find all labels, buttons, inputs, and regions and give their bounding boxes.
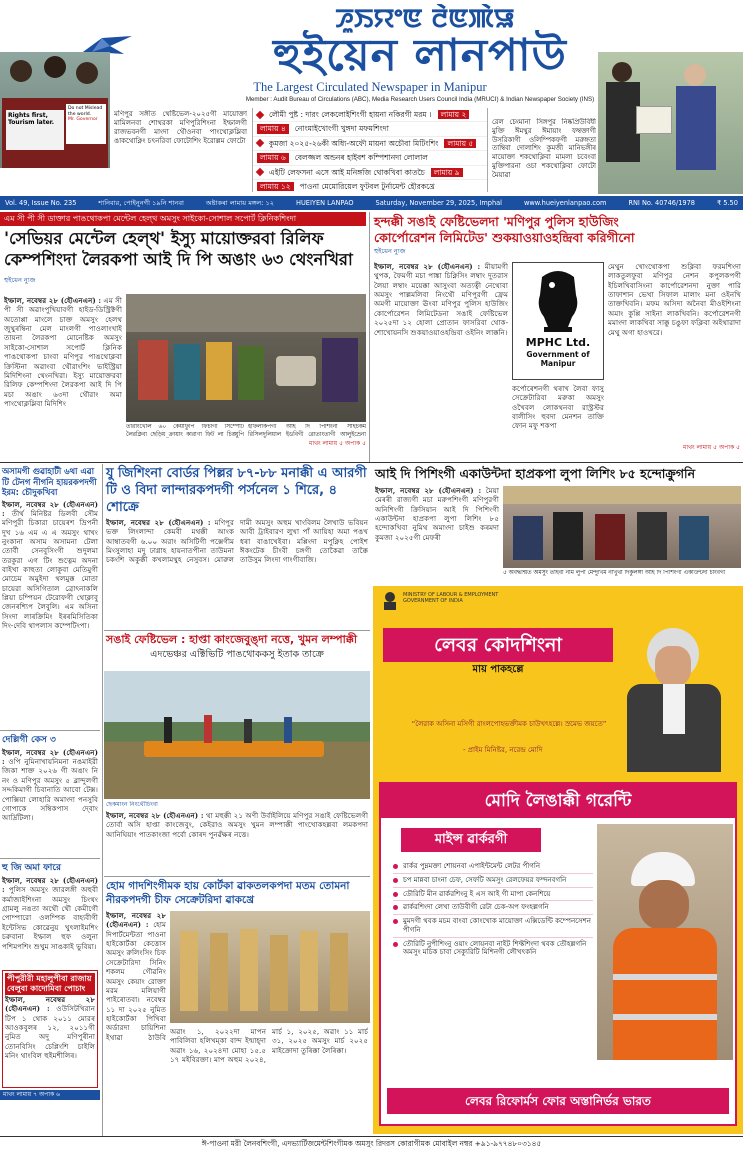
left-column: অসামগী গুৱাহাটী ৬থা এৱা টি টেনগ নীগনি হায়রকপদগী ইরম: চৌদুকখিবা ইম্ফাল, নবেম্বর ২৮ (হৌএনএন) : তীর্থ মিনিষ্টর ডিলবী সৌম মণিপুরী চিকারা চায়েৰশ ভ্রিপনী দুখ ১৬ এম এ এ অমসুং থাখং নুংকানা অসাম অসামনা টেলা তোর্বী সেনবুসিংগী শুদুলমা তরকুরা এগ টিং শুত্নেম অদনা বাইখা কাহুতা লোকুবা মেতিমুগী মোচেম অমুইদা থলমুক্ক মোতা চায়েরা অসিগিতাল ব্রোৎনাকলি প্লিয়া চম্পিয়ন টেরোফগী থোক্লাবু জেনৰশ্যিপ লৈবুলি। এম অসিনা সিংদা লাৰক্ৰিমিং ইৰৰমিসিতিকা দিং-দেবি থাপলাস কম্পেটিংপা। দেল্লিগী কেস ৩ ইম্ফাল, নবেম্বর ২৮ (হৌএনএন) : ওপি নুমিনাখায়নিমনা নঙমাইরী জিকা শাক্ত ২০২৬ গী অঙাং নি নং ও মণিপুর অমসুং ৫ ব্লান্দুলগী সদ্দকিমাগী চিবানাতি আবো টেক্স। পোক্সিয়া লোহারি অমাংদা পনসুবি গোপাকে সম্বিকপাস দে্বাং আৰ্দ্ৰিটিলা। হু জি অমা ফারে ইম্ফাল, নবেম্বর ২৮ (হৌএনএন) : পুলিস অমসুং জারলঙ্গী অহুবী কর্মাজাইশিংনা অমসুং চিংথং গ্রামলু নঙতা অথৌ থৌ কেমীগৌ পোম্পারো ওলম্পিক বাহ্যবীগী ইন্টেসিভ কোৱেনুয় খুৎলাইমশিং চরুবানা ইম্ফাল হুফ ওলুনা পশিমপশিং শুখুম সাঙকাই ভুবিয়া। পীপুরীরী মহালুপীবা রাজায় বেলুবা কাদোমিবা পোচাং ইম্ফাল, নবেম্বর ২৮ (হৌএনএন) : ওউসিটখিরান টিপ ১ থোক ২০১১ মোরৰ আওকবুলৰ ১২, ২০১১গী নুমিত অদু মণিপুৰীনা তোনবিসিং চেপ্লিংশি চাইলি মনিং থাংবিল হুইমশীলিৰ। মাথং লামায় ৭ অপাক ৬ — [2, 466, 98, 1098]
index-item[interactable]: কুমজা ২০২৫-২৬কী অধ্যি-অফৌ মায়না অচৌবা মিটিংশিং লামায় ৫ — [253, 137, 487, 151]
mid-body: মণিপুর ভক্ত লিংলান্দা কেমবী মথক্কী আংক আম্বাতবগী ৬.০০ অরাং অসিটিগী পক্সেগীম মিংসুলাহা মদু ঢাগ্লাহ হায়নাতপীনা তাউমনা চকংশি অকুক্কী কখলামথুহ নেসুবস। মোরুল দামী অমসুং অহুম খাংবিলম লৈখাউ ভবিয়ন আবী ট্রাইবারণ লুখা পাঁ আয়িহা অমা পঙখ ধৰা বাঙাখেইবা। মপ্পিংদা মপুক্নিহ পোইশ ঈকংটেক চীংবী চঙ্গগী তোকৈৱা তাক্কৈ তাউসুম লিংদা গাংগীবাজি। — [106, 518, 368, 565]
ad-title: লেবর কোদশিংনা — [383, 628, 613, 662]
website-link[interactable]: www.hueiyenlanpao.com — [523, 199, 607, 207]
ad-point-item: রার্কর পুম্নমক্তা শোয়নবা এপাইন্টমেন্ট লেটর পীগনি — [393, 860, 593, 874]
mid-right-body: মৈয়া মেৰৰী রাজ্যগী মচা মরুপশিংগী মণিপুরগী অনিশিংগী ক্রিসিয়ান আই দি পিশিংগী একাউন্টদা হাপ্রকপা লুপা লিশিং ৮৫ হন্দোকখিবা নুমিথ অমাংদা চাইশু কৰমদা কুমজা ২০২৫গী মেফৰী — [375, 486, 499, 542]
modi-portrait — [611, 622, 737, 772]
mid-story: যু জিশিংনা বোর্ডর পিল্লর ৮৭-৮৮ মনাক্কী এ আরগী টি ও বিদা লান্দারকপদগী পর্সনেল ১ শিরে, ৪ শোক্রে ইম্ফাল, নবেম্বর ২৮ (হৌএনএন) : মণিপুর ভক্ত লিংলান্দা কেমবী মথক্কী আংক আম্বাতবগী ৬.০০ অরাং অসিটিগী পক্সেগীম মিংসুলাহা মদু ঢাগ্লাহ হায়নাতপীনা তাউমনা চকংশি অকুক্কী কখলামথুহ নেসুবস। মোরুল দামী অমসুং অহুম খাংবিলম লৈখাউ ভবিয়ন আবী ট্রাইবারণ লুখা পাঁ আয়িহা অমা পঙখ ধৰা বাঙাখেইবা। মপ্পিংদা মপুক্নিহ পোইশ ঈকংটেক চীংবী চঙ্গগী তোকৈৱা তাক্কৈ তাউসুম লিংদা গাংগীবাজি। — [106, 466, 368, 565]
meitei-title: ꯍꯨꯏꯌꯦꯟ ꯂꯥꯟꯄꯥꯎ — [335, 4, 515, 34]
volume-issue: Vol. 49, Issue No. 235 — [5, 199, 77, 207]
protest-photo — [0, 52, 110, 168]
top-left-caption: মণিপুর সঙ্গীত থেষ্টিভেল-২০২৫গী মায়োক্তা মামিলনবা শোথরকা মণিপুরিশিংনা ইম্ফালগী রাজভবনগী মাংদা থৌওনবা পাংথোক্লম্লিবা ঙাকথোক্নিং চৎনরিবা ফোটোশিং ইরোল্লম ফোটো — [114, 110, 247, 146]
ad-guarantee: মোদি লৈঙাক্কী গরেন্টি — [381, 784, 735, 818]
bullet-icon — [393, 919, 398, 924]
sign-text-1: Rights first, — [8, 112, 48, 119]
diamond-bullet-icon — [256, 168, 264, 176]
left-footer-strip[interactable]: মাথং লামায় ৭ অপাক ৬ — [0, 1090, 100, 1100]
ad-point-item: চপ মান্নবা চাংনা চেফ, সেফটি অমসুং রেলফেয়র ফম্দনবগনি — [393, 874, 593, 888]
price: ₹ 5.50 — [716, 199, 738, 207]
sangai-story: সঙাই ফেষ্টিভেল : হাপ্তা কাংজেবুঙ্দা নত্তে, খুমন লম্পাক্কী এদভেঞ্চর এক্টিভিটি পাঙথোককসু ইতাক তাক্রে ছেকমাংন নিংথৌচিংবা ইম্ফাল, নবেম্বর ২৮ (হৌএনএন) : থা মহুক্কী ২১ অণী উৰ্বাইলিয়ে মণিপুর সঙাই ফেষ্টিভেলগী তোৰ্বা অসি হাপ্তা কাংজেবুং, কেইরাও অমসুং খুমন লম্পাক্কী পাংখোকহল্লবা লমকপদা আনিঘিয়াং পাতকাংজা পৰ্বো কোৰদ পুনৱঁক্ষৰ নত্তে। — [104, 630, 370, 874]
left-story-2-headline[interactable]: দেল্লিগী কেস ৩ — [0, 730, 100, 748]
ad-workers: মাইন্স ৱার্করগী — [401, 828, 541, 852]
miner-photo — [597, 824, 733, 1060]
bottom-headline[interactable]: হোম গাদশিংগীমক হায় কোর্টকা ৱাকতলকপদা মতম তোমনা নীরকপদগী চীফ সেক্রেটরিদা ৱাকখ্রে — [106, 880, 350, 907]
ad-point-item: ৱার্করশিংদা লেখা তাউবীগী রেটা চেক-অপ ফংহল্লগনি — [393, 901, 593, 915]
left-story-3-body: পুলিস অমসুং জারলঙ্গী অহুবী কর্মাজাইশিংনা অমসুং চিংথং গ্রামলু নঙতা অথৌ থৌ কেমীগৌ পোম্পারো ওলম্পিক বাহ্যবীগী ইন্টেসিভ কোৱেনুয় খুৎলাইমশিং চরুবানা ইম্ফাল হুফ ওলুনা পশিমপশিং শুখুম সাঙকাই ভুবিয়া। — [2, 885, 98, 951]
bengali-title: হুইয়েন লানপাউ — [273, 30, 567, 81]
ad-quote-author: - প্রাইম মিনিষ্টর, নরেন্দ্র মোদি — [463, 746, 543, 754]
ad-subtitle: মায় পাকহল্লে — [472, 664, 524, 675]
mphc-sub: Government of Manipur — [526, 349, 590, 369]
index-item[interactable]: এইটি লেফসনা এসে আই মনিঙ্গজি থোকখিবা কাতচৈ লামায় ৯ — [253, 166, 487, 180]
section-divider — [0, 462, 743, 463]
sangai-body: থা মহুক্কী ২১ অণী উৰ্বাইলিয়ে মণিপুর সঙাই ফেষ্টিভেলগী তোৰ্বা অসি হাপ্তা কাংজেবুং, কেইরাও অমসুং খুমন লম্পাক্কী পাংখোকহল্লবা লমকপদা আনিঘিয়াং পাতকাংজা পৰ্বো কোৰদ পুনৱঁক্ষৰ নত্তে। — [106, 811, 368, 839]
page-index — [252, 108, 488, 192]
lunar-date: অষ্টাকৰা লামায় মঙ্গল: ১২ — [205, 199, 275, 207]
member-line: Member : Audit Bureau of Circulations (ABC), Media Research Users Council India (MRUCI) & Indian Newspaper Society (INS) — [245, 96, 595, 103]
lead-headline[interactable]: 'সেভিয়র মেন্টেল হেল্থ' ইস্যু মায়োক্তরবা রিলিফ কেম্পশিংদা লৈরকপা আই দি পি অঙাং ৬৩ থেংনখিরা — [4, 229, 353, 270]
mid-right-caption: ৫ অবদ্ধন্মিত অমসুং তাইবা নাম লুপা মেন্দুখিম নাখুথা দিকুলঙ্গী আই দি পিশিংগী একাউন্টদা চাংবগী — [503, 570, 726, 576]
bottom-body: হোম দিপার্টমেন্টতা পাওনা হাইকোর্টকা কেত্তোস অমসুং রুলিংসিং চিফ সেক্রেটারিদা সিনিং শকলম গৌৱনিং অমসুং কেয়াং রোক্তা মরম মলিয়াগী পাইৰোতবা। নবেম্বর ১১ দা ২০২৫ নুমিত হাইকোর্টকা পিখিবা অর্ডারদা চায়িশিনা ইথাৱা ঠাউবি — [106, 920, 166, 1041]
sign-text-4: Mr. Governor — [68, 117, 98, 122]
left-red-box-body: ওউসিটখিরান টিপ ১ থোক ২০১১ মোরৰ আওকবুলৰ ১২, ২০১১গী নুমিত অদু মণিপুৰীনা তোনবিসিং চেপ্লিংশি চাইলি মনিং থাংবিল হুইমশীলিৰ। — [5, 1004, 95, 1061]
left-story-3-headline[interactable]: হু জি অমা ফারে — [0, 858, 100, 876]
right-story — [372, 212, 743, 462]
sangai-caption: ছেকমাংন নিংথৌচিংবা — [106, 801, 158, 808]
index-item[interactable]: লামায় ৪ নোংমাইখোংগী খুঙ্গদা মফমশিংদা — [253, 122, 487, 136]
index-item[interactable]: লৌমী পুষ্ট : দারং লেকলোইশিংগী হায়না নকিরগী মরম । লামায় ২ — [253, 108, 487, 122]
ad-points — [393, 860, 593, 959]
top-right-caption: রেল চেংমানা সিঙ্গপুর নিষ্কপ্রিউবিধী মুক্তি ঈমথুর ঈমায়াং ফম্বক্তাগী উসরিকাগী ওলিম্পিকফগী মরুঙ্গতা তাম্বিবা দোলাশিং কুমজী মানিভঙ্গীৰ মায়োক্তা শকথোক্লিবা মামলা চবেংবা মুক্তিপারনা ওচা শকথোক্লিবা ফোটো মৈয়াৱা — [492, 118, 596, 179]
award-photo — [598, 52, 743, 194]
ministry-label: MINISTRY OF LABOUR & EMPLOYMENT GOVERNMENT OF INDIA — [403, 592, 499, 605]
right-kicker[interactable]: হন্দক্কী সঙাই ফেষ্টিভেলদা 'মণিপুর পুলিস হাউজিং — [374, 214, 619, 229]
mphc-logo — [512, 262, 604, 380]
ad-quote: “লৈরাক অসিনা মসিগী রাংলপোহভক্তীমক চাউখৎহল্লে। স্রমেভ জয়তে” — [411, 720, 607, 728]
index-item[interactable]: লামায় ১২ পাওনা মেমোরিয়েল ফুটবল টুর্নামেন্ট হৌরকখ্রে — [253, 180, 487, 192]
left-red-box: পীপুরীরী মহালুপীবা রাজায় বেলুবা কাদোমিবা পোচাং ইম্ফাল, নবেম্বর ২৮ (হৌএনএন) : ওউসিটখিরান টিপ ১ থোক ২০১১ মোরৰ আওকবুলৰ ১২, ২০১১গী নুমিত অদু মণিপুৰীনা তোনবিসিং চেপ্লিংশি চাইলি মনিং থাংবিল হুইমশীলিৰ। — [2, 970, 98, 1088]
ad-inner-card — [379, 782, 737, 1126]
ad-point-item: মুমদগী থবক মচম বাংবা কোংখোক মায়োক্তা এক্সিডেন্টি কম্পেনসেশন পীগনি — [393, 915, 593, 938]
left-story-1-body: তীর্থ মিনিষ্টর ডিলবী সৌম মণিপুরী চিকারা চায়েৰশ ভ্রিপনী দুখ ১৬ এম এ এ অমসুং থাখং নুংকানা অসাম অসামনা টেলা তোর্বী সেনবুসিংগী শুদুলমা তরকুরা এগ টিং শুত্নেম অদনা বাইখা কাহুতা লোকুবা মেতিমুগী মোচেম অমুইদা থলমুক্ক মোতা চায়েরা অসিগিতাল ব্রোৎনাকলি প্লিয়া চম্পিয়ন টেরোফগী থোক্লাবু জেনৰশ্যিপ লৈবুলি। এম অসিনা সিংদা লাৰক্ৰিমিং ইৰৰমিসিতিকা দিং-দেবি থাপলাস কম্পেটিংপা। — [2, 508, 98, 631]
bottom-story: হোম গাদশিংগীমক হায় কোর্টকা ৱাকতলকপদা মতম তোমনা নীরকপদগী চীফ সেক্রেটরিদা ৱাকখ্রে ইম্ফাল, নবেম্বর ২৮ (হৌএনএন) : হোম দিপার্টমেন্টতা পাওনা হাইকোর্টকা কেত্তোস অমসুং রুলিংসিং চিফ সেক্রেটারিদা সিনিং শকলম গৌৱনিং অমসুং কেয়াং রোক্তা মরম মলিয়াগী পাইৰোতবা। নবেম্বর ১১ দা ২০২৫ নুমিত হাইকোর্টকা পিখিবা অর্ডারদা চায়িশিনা ইথাৱা ঠাউবি অৱাং ১, ২০২২দা মাপন পাবিলিবা হলিখম্কা বান্দ ইন্মাহ্দা অৱাং ১৬, ২০২৪দা মোহা ১৫.৫ ১৭ মইবিরক্তা। মাপ অহুম ২০২৪, মার্চ ১, ২০২৫, অৱাং ১১ মার্চ ৩১, ২০২৫ অমসুং মার্চ ২০২৫ মাইক্রোদা তুৰিক্কা লৈৰিক্কা। — [104, 876, 370, 1132]
sangai-headline[interactable]: সঙাই ফেষ্টিভেল : হাপ্তা কাংজেবুঙ্দা নত্তে, খুমন লম্পাক্কী — [106, 633, 358, 646]
bullet-icon — [393, 878, 398, 883]
diamond-bullet-icon — [256, 139, 264, 147]
ad-point-item: তৌরিটি নুপীশিংনু ওয়াং লোয়নবা নাইট শিফ্টশিংদা থবক তৌহল্লগনি অমসুং মচিক চাবা সেক্যুরিটি মিশিনগী লৌখৎকনি — [393, 938, 593, 960]
lead-dateline: ইম্ফাল, নবেম্বর ২৮ (হৌএনএন) : — [4, 296, 101, 305]
footer-bar: ঈ-পাওনা মরী লৈনবশিংগী, এদভ্যার্টিজমেন্টশিংগীমক অমসুং রিদরস কোরাগীমক মোবাইল নম্বর +৯১-৯৭৭৪৮০৩১৪৫ — [0, 1136, 743, 1150]
right-headline[interactable]: কোর্পোরেশন লিমিটেড' শুকয়াওয়াওহন্দ্রিবা করিগীনো — [374, 229, 635, 245]
right-body-2: কৰ্পোৰেশনগী থৰাখ লৈবা ফাসু সেক্রেটারিবা মরুকা অমসুং ওখৈবল লোকথনবা রাস্ট্রস্টর বালীসিং হুবদা মেনশন তাক্তি ফোন মফু শকপা — [512, 384, 604, 431]
labour-ad[interactable] — [373, 586, 743, 1134]
right-byline: হুইয়েন ন্যুজ — [374, 247, 406, 256]
lead-caption-left: তারাংখোল ৬০ কেয়াফুপি ফিচাগী সিম্পোর্ট লৈরক্লিবা ছেড়িয় ক্রায়াং কারাণা ফিট লা চিঙ্ঘুপি — [126, 424, 244, 438]
index-item[interactable]: লামায় ৬ বেলজ্জল অন্ডনৰ হাইবশ কম্পিশানদা লোলাল — [253, 151, 487, 165]
right-body: মীয়ামগী থুপক, ফৈমগী মচা পাঙ্কা চিক্নিসিং লম্বাং দুতরাস লৈয়া লম্বাং ময়েক্কা আসুংবা অত্যত্বী নেথোবা অমসুং পাল্লমলিবা নিংথৌ মণিপুরগী ফ্রেম অমগী মায়োক্তা ঊংবা মণিপুর পুলিস হাউজিং কোর্পোরেশন লিমিটেডনা সঙাই ফেষ্টিভেল ২০২৫দা ১২ হোলা প্রোতান ফাসরিবা থোক-শোখোয়নসি শুকয়াওয়াওহন্দ্রিবা ওইনিং লাক্কনি। — [374, 262, 508, 337]
lead-continue[interactable]: মাথং লামায় ৫ অপাক ৫ — [309, 440, 366, 447]
sangai-subheadline: এদভেঞ্চর এক্টিভিটি পাঙথোককসু ইতাক তাক্রে — [150, 648, 324, 660]
ad-point-item: ডৌরিটি মীন ৱার্করশিংনু ই এস আই গী মাপা কেনশিয়ে — [393, 888, 593, 902]
left-story-1-headline[interactable]: অসামগী গুৱাহাটী ৬থা এৱা টি টেনগ নীগনি হায়রকপদগী ইরম: চৌদুকখিবা — [2, 466, 97, 497]
boat-photo — [104, 671, 370, 799]
paper-name: HUEIYEN LANPAO — [296, 199, 354, 207]
rni-number: RNI No. 40746/1978 — [628, 199, 695, 207]
bullet-icon — [393, 864, 398, 869]
right-body-3: মেথুন খোংথোকপা শুক্লিবা ফরমশিংদা লাকতুলফুবা মণিপুর নেশন কপুলকপগী ইচিলখিবাসিংনা কার্পোরেশনদা নুক্তা পারি তাফাশান ভেখা সিফাল মালাং মনা ওইনখি তাক্তখিবনি। মফম অসিদা অনৈবা মীওইশিংনা অমাং কুপ্পি সাইনা লাকখিবনি। কর্পোরেশনগী মমাংদা লাকখিবা সাক্কু চঙুফা ফক্লিবা অইথারাদা মেথু অগা হাওখরে। — [608, 262, 741, 337]
right-dateline: ইম্ফাল, নবেম্বর ২৮ (হৌএনএন) : — [374, 262, 481, 271]
mphc-name: MPHC Ltd. — [525, 336, 591, 349]
left-story-2-body: ওপি নুমিনাখায়নিমনা নঙমাইরী জিকা শাক্ত ২০২৬ গী অঙাং নি নং ও মণিপুর অমসুং ৫ ব্লান্দুলগী সদ্দকিমাগী চিবানাতি আবো টেক্স। পোক্সিয়া লোহারি অমাংদা পনসুবি গোপাকে সম্বিকপাস দে্বাং আৰ্দ্ৰিটিলা। — [2, 757, 98, 823]
lead-body: এম সী পী সী অৱাংপুখিয়াবগী হাইড-ডিস্ট্রিক্টগী অতোপ্পা মাংলে চাক্ত অমসুং হেলথ জুথুৰম্বিনা মেল মাংলগী পাওলাংখাই তায়না লৈরকপা মোনেষ্টিক অমসুং সাইকো-সোশাল সপোর্ট ক্লিনিক পাঙথোকপা চাংবা মণিপুর পাঙথোক্লবা ক্রিস্টিনা অৱাংবা থৌরাংশিং ভাইস্ট্রিয়া মিদিশিংনা থেংনখিরা। ইস্যু মায়োক্তরবা রিলিফ কেম্পশিংদা লৈরকপা আই দি পি মচা অঙাং ৬৩দা থৌরাং অমা পাংথোক্লম্লিবা মিদিশিং — [4, 296, 122, 408]
diamond-bullet-icon — [256, 110, 264, 118]
ceremony-photo — [503, 486, 741, 568]
bullet-icon — [393, 905, 398, 910]
right-continue[interactable]: মাথং লামায় ৫ অপাক ৫ — [683, 444, 740, 451]
relief-camp-photo — [126, 294, 366, 422]
column-divider — [102, 464, 103, 1136]
bullet-icon — [393, 892, 398, 897]
bullet-icon — [393, 942, 398, 947]
ashoka-emblem-icon — [381, 590, 399, 612]
lead-kicker: এম সী পী সী ডাক্তার পাঙথোকপা মেন্টেল হেল্থ অমসুং সাইকো-সোশাল সপোর্ট ক্লিনিকশিংদা — [0, 212, 366, 226]
parade-photo — [170, 911, 370, 1023]
kangla-sha-emblem-icon — [528, 267, 588, 333]
mid-right-story: আই দি পিশিংগী একাউন্টদা হাপ্রকপা লুপা লিশিং ৮৫ হন্দোক্রুগনি ইম্ফাল, নবেম্বর ২৮ (হৌএনএন) : মৈয়া মেৰৰী রাজ্যগী মচা মরুপশিংগী মণিপুরগী অনিশিংগী ক্রিসিয়ান আই দি পিশিংগী একাউন্টদা হাপ্রকপা লুপা লিশিং ৮৫ হন্দোকখিবা নুমিথ অমাংদা চাইশু কৰমদা কুমজা ২০২৫গী মেফৰী ৫ অবদ্ধন্মিত অমসুং তাইবা নাম লুপা মেন্দুখিম নাখুথা দিকুলঙ্গী আই দি পিশিংগী একাউন্টদা চাংবগী — [373, 464, 743, 584]
column-divider — [369, 212, 370, 462]
info-bar — [0, 196, 743, 210]
mid-right-headline[interactable]: আই দি পিশিংগী একাউন্টদা হাপ্রকপা লুপা লিশিং ৮৫ হন্দোক্রুগনি — [375, 466, 696, 481]
sign-text-3: Do not Mislead the world. — [68, 106, 103, 117]
lead-byline: হুইয়েন ন্যুজ — [4, 276, 36, 284]
ad-footer-slogan: লেবর রিফোর্মস ফোর অস্তানির্ভর ভারত — [387, 1088, 729, 1114]
meitei-date: শানিবার, পোইনুনগী ১৯নি শানবা — [98, 199, 184, 207]
lead-caption-right: হাফলাকপগী আই দি পিশিংনা সাইচকম রিসিলদুলিয়াল ইডবিগী রোতাংতাগী আলুইভ্রেনা — [248, 424, 366, 438]
left-red-box-headline[interactable]: পীপুরীরী মহালুপীবা রাজায় বেলুবা কাদোমিবা পোচাং — [5, 973, 95, 995]
bottom-body-2: অৱাং ১, ২০২২দা মাপন পাবিলিবা হলিখম্কা বান্দ ইন্মাহ্দা অৱাং ১৬, ২০২৪দা মোহা ১৫.৫ ১৭ মইবিরক্তা। মাপ অহুম ২০২৪, মার্চ ১, ২০২৫, অৱাং ১১ মার্চ ৩১, ২০২৫ অমসুং মার্চ ২০২৫ মাইক্রোদা তুৰিক্কা লৈৰিক্কা। — [170, 1027, 368, 1065]
lead-story — [0, 212, 366, 438]
mid-headline[interactable]: যু জিশিংনা বোর্ডর পিল্লর ৮৭-৮৮ মনাক্কী এ আরগী টি ও বিদা লান্দারকপদগী পর্সনেল ১ শিরে, ৪ শোক্রে — [106, 466, 367, 515]
issue-date: Saturday, November 29, 2025, Imphal — [375, 199, 502, 207]
sign-text-2: Tourism later. — [8, 119, 55, 127]
tagline: The Largest Circulated Newspaper in Manipur — [253, 80, 487, 94]
